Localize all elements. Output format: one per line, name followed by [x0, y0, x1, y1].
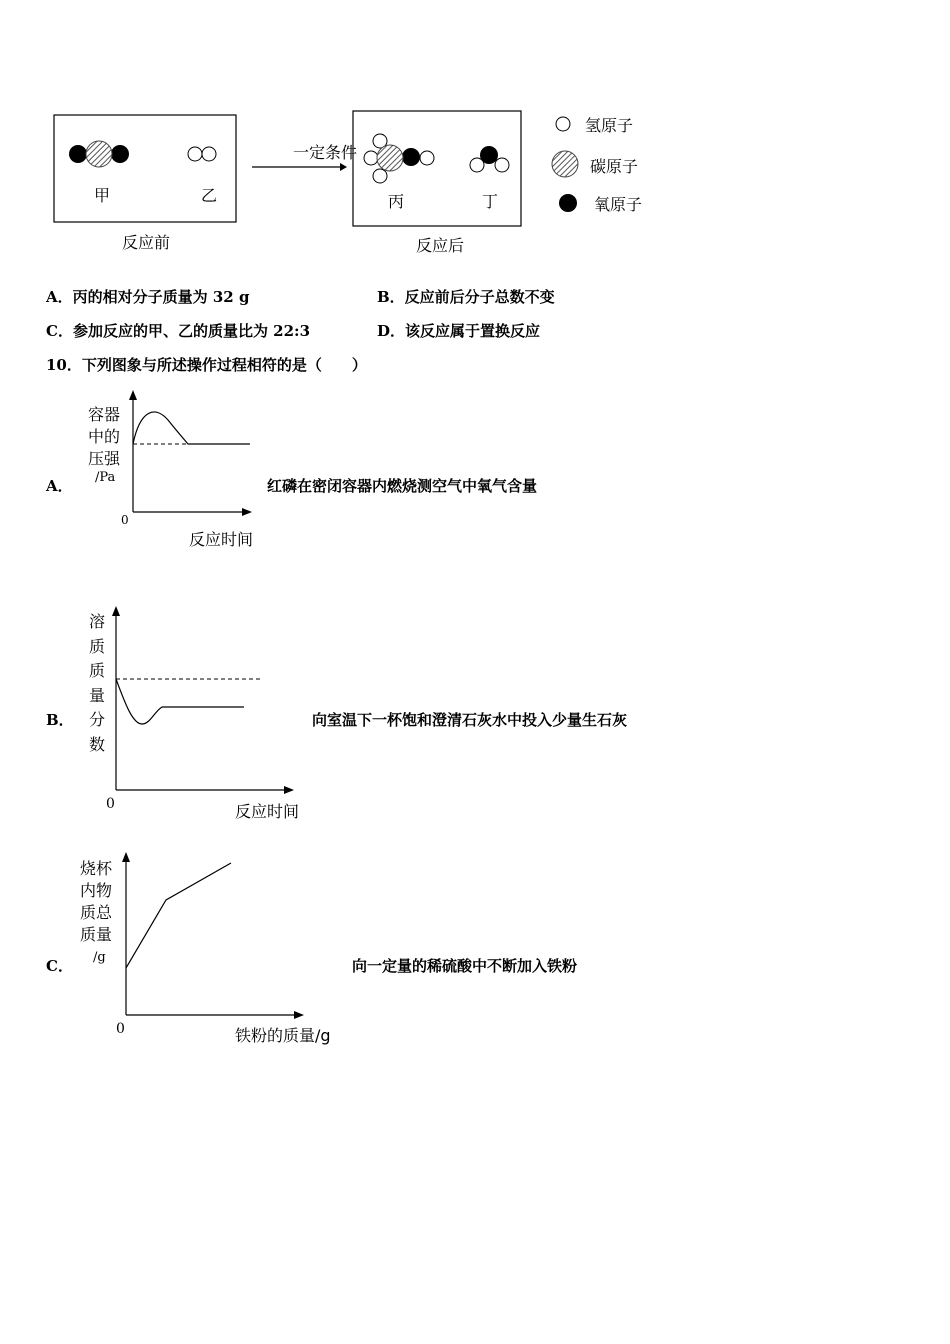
- graph-a-ylabel: 容器 中的 压强: [88, 405, 121, 468]
- q9-option-d: D．该反应属于置换反应: [377, 322, 541, 340]
- graph-a-xlabel: 反应时间: [189, 530, 254, 549]
- legend-carbon-label: 碳原子: [590, 157, 639, 176]
- graph-a-yunit: /Pa: [95, 470, 116, 485]
- graph-b-origin: 0: [106, 796, 115, 812]
- graph-b-xlabel: 反应时间: [235, 802, 300, 821]
- graph-c-xlabel: 铁粉的质量/g: [235, 1026, 331, 1045]
- legend-hydrogen-label: 氢原子: [585, 116, 634, 135]
- label-yi: 乙: [201, 186, 218, 205]
- q10-stem: 10．下列图象与所述操作过程相符的是（ ）: [46, 356, 367, 374]
- q9-option-c: C．参加反应的甲、乙的质量比为 22:3: [46, 322, 311, 340]
- arrow-label: 一定条件: [293, 143, 358, 162]
- graph-c-yunit: /g: [93, 950, 106, 965]
- q10-c-desc: 向一定量的稀硫酸中不断加入铁粉: [352, 957, 578, 975]
- graph-c-ylabel: 烧杯 内物 质总 质量: [80, 859, 113, 944]
- caption-before: 反应前: [122, 233, 171, 252]
- q9-option-b: B．反应前后分子总数不变: [377, 288, 555, 306]
- graph-c-origin: 0: [116, 1021, 125, 1037]
- graph-a-origin: 0: [121, 513, 129, 527]
- label-jia: 甲: [94, 186, 111, 205]
- graph-b-ylabel: 溶 质 质 量 分 数: [89, 612, 106, 754]
- q10-b-desc: 向室温下一杯饱和澄清石灰水中投入少量生石灰: [312, 711, 628, 729]
- q10-c-letter: C．: [46, 957, 73, 975]
- graph-c-line: [126, 863, 231, 968]
- label-ding: 丁: [482, 192, 499, 211]
- q9-option-a: A．丙的相对分子质量为 32 g: [46, 288, 250, 306]
- q10-a-desc: 红磷在密闭容器内燃烧测空气中氧气含量: [267, 477, 538, 495]
- q10-b-letter: B．: [46, 711, 74, 729]
- legend-oxygen-label: 氧原子: [594, 195, 643, 214]
- label-bing: 丙: [388, 192, 405, 211]
- q10-a-letter: A．: [46, 477, 73, 495]
- caption-after: 反应后: [416, 236, 465, 255]
